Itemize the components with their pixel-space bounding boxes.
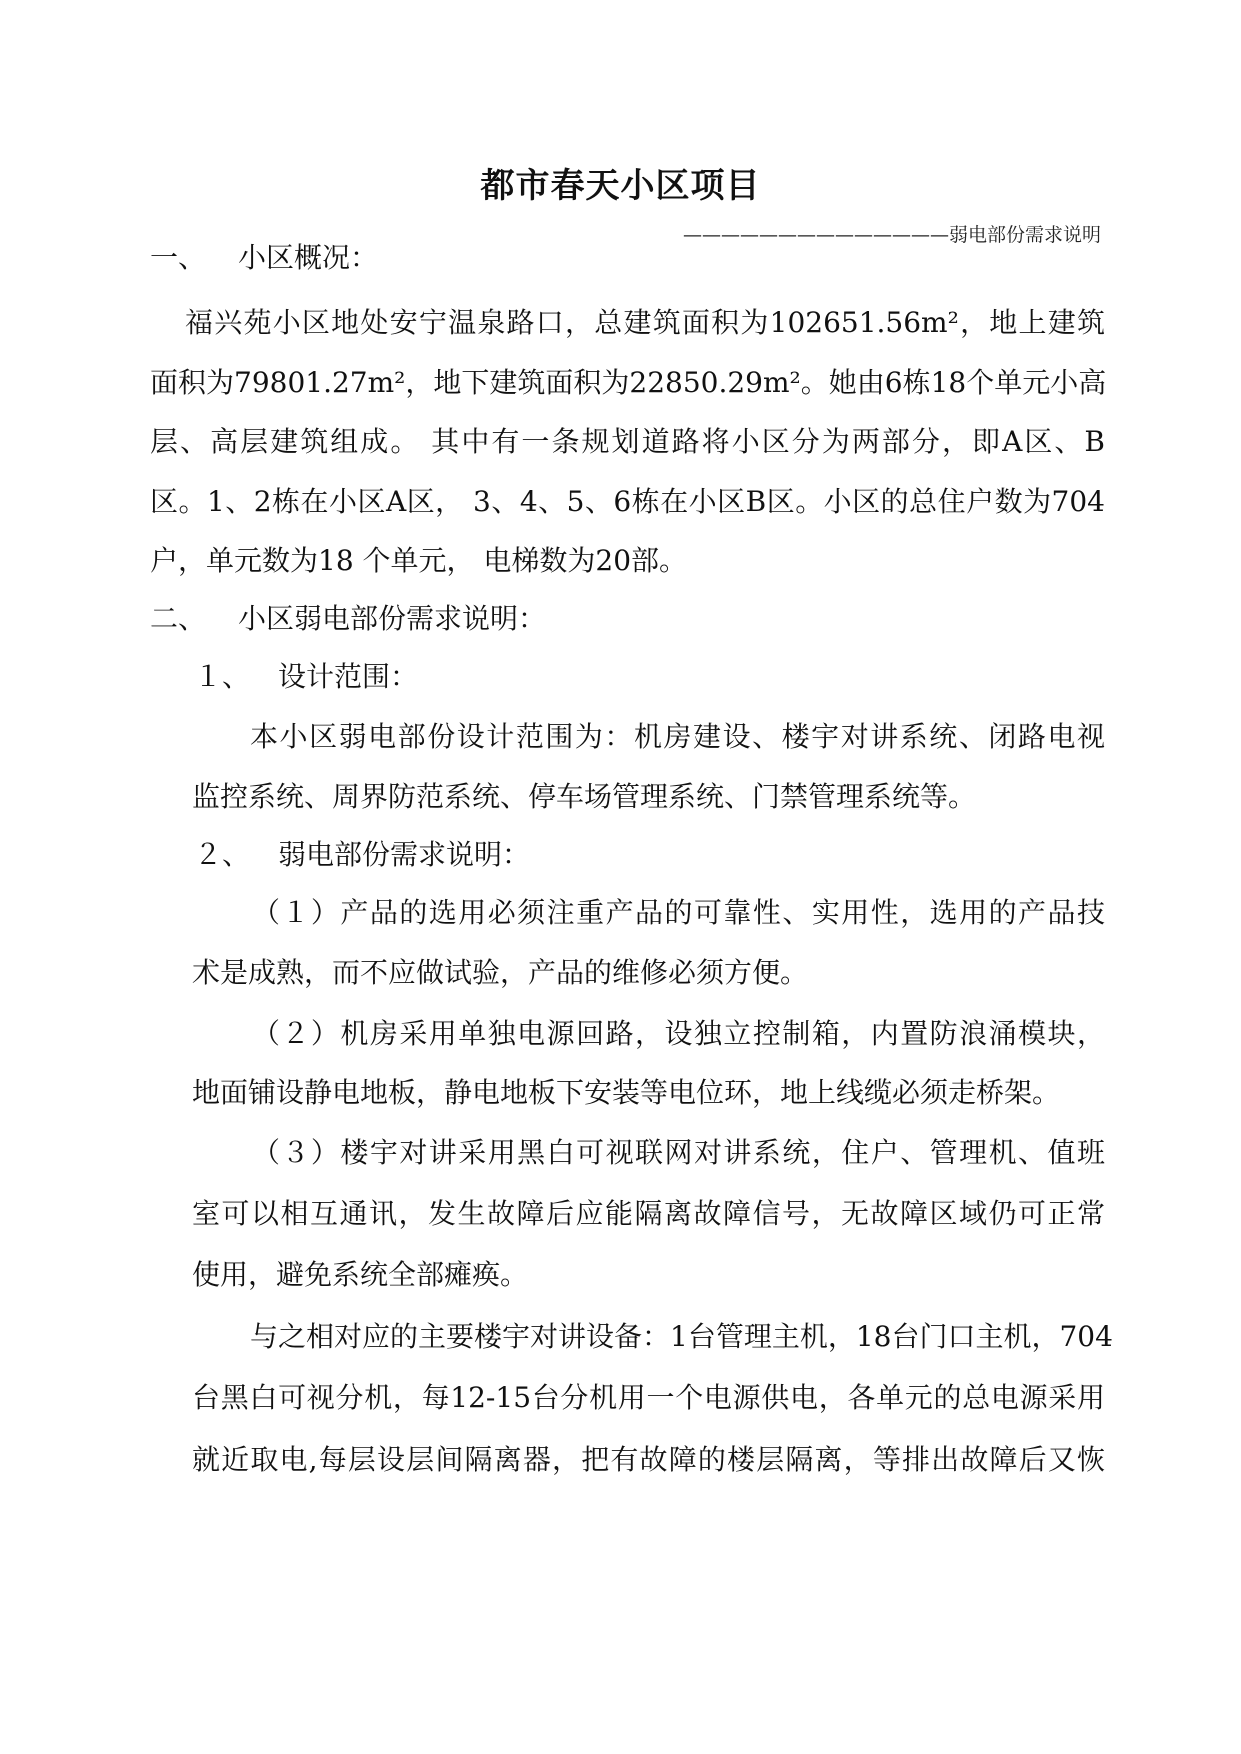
- page-subtitle: ——————————————弱电部份需求说明: [682, 224, 1101, 246]
- page-title: 都市春天小区项目: [480, 166, 761, 206]
- section1-line-2: 面积为79801.27m²，地下建筑面积为22850.29m²。她由6栋18个单元小高: [150, 366, 1107, 399]
- section1-line-3: 层、高层建筑组成。 其中有一条规划道路将小区分为两部分，即A区、B: [150, 425, 1105, 458]
- item2-line-1: （２）机房采用单独电源回路，设独立控制箱，内置防浪涌模块，: [252, 1017, 1105, 1050]
- section1-line-1: 福兴苑小区地处安宁温泉路口，总建筑面积为102651.56m²，地上建筑: [185, 306, 1105, 339]
- item3-line-3: 使用，避免系统全部瘫痪。: [192, 1258, 529, 1291]
- section2-number: 二、: [150, 602, 207, 635]
- section1-heading: 小区概况：: [238, 241, 379, 274]
- para-line-2: 台黑白可视分机，每12-15台分机用一个电源供电，各单元的总电源采用: [192, 1381, 1105, 1414]
- para-line-3: 就近取电,每层设层间隔离器，把有故障的楼层隔离，等排出故障后又恢: [192, 1443, 1105, 1476]
- sub2-number: ２、: [194, 838, 251, 871]
- sub1-number: １、: [194, 660, 251, 693]
- item3-line-1: （３）楼宇对讲采用黑白可视联网对讲系统，住户、管理机、值班: [252, 1136, 1105, 1169]
- sub1-heading: 设计范围：: [278, 660, 419, 693]
- section1-line-5: 户，单元数为18 个单元， 电梯数为20部。: [150, 544, 688, 577]
- section1-number: 一、: [150, 241, 207, 274]
- sub1-line-2: 监控系统、周界防范系统、停车场管理系统、门禁管理系统等。: [192, 780, 977, 813]
- section2-heading: 小区弱电部份需求说明：: [238, 602, 547, 635]
- sub1-line-1: 本小区弱电部份设计范围为：机房建设、楼宇对讲系统、闭路电视: [250, 720, 1105, 753]
- section1-line-4: 区。1、2栋在小区A区， 3、4、5、6栋在小区B区。小区的总住户数为704: [150, 485, 1105, 518]
- item2-line-2: 地面铺设静电地板，静电地板下安装等电位环，地上线缆必须走桥架。: [192, 1076, 1061, 1109]
- sub2-heading: 弱电部份需求说明：: [278, 838, 531, 871]
- item1-line-1: （１）产品的选用必须注重产品的可靠性、实用性，选用的产品技: [252, 896, 1105, 929]
- item3-line-2: 室可以相互通讯，发生故障后应能隔离故障信号，无故障区域仍可正常: [192, 1197, 1105, 1230]
- para-line-1: 与之相对应的主要楼宇对讲设备：1台管理主机，18台门口主机，704: [250, 1320, 1113, 1353]
- item1-line-2: 术是成熟，而不应做试验，产品的维修必须方便。: [192, 956, 809, 989]
